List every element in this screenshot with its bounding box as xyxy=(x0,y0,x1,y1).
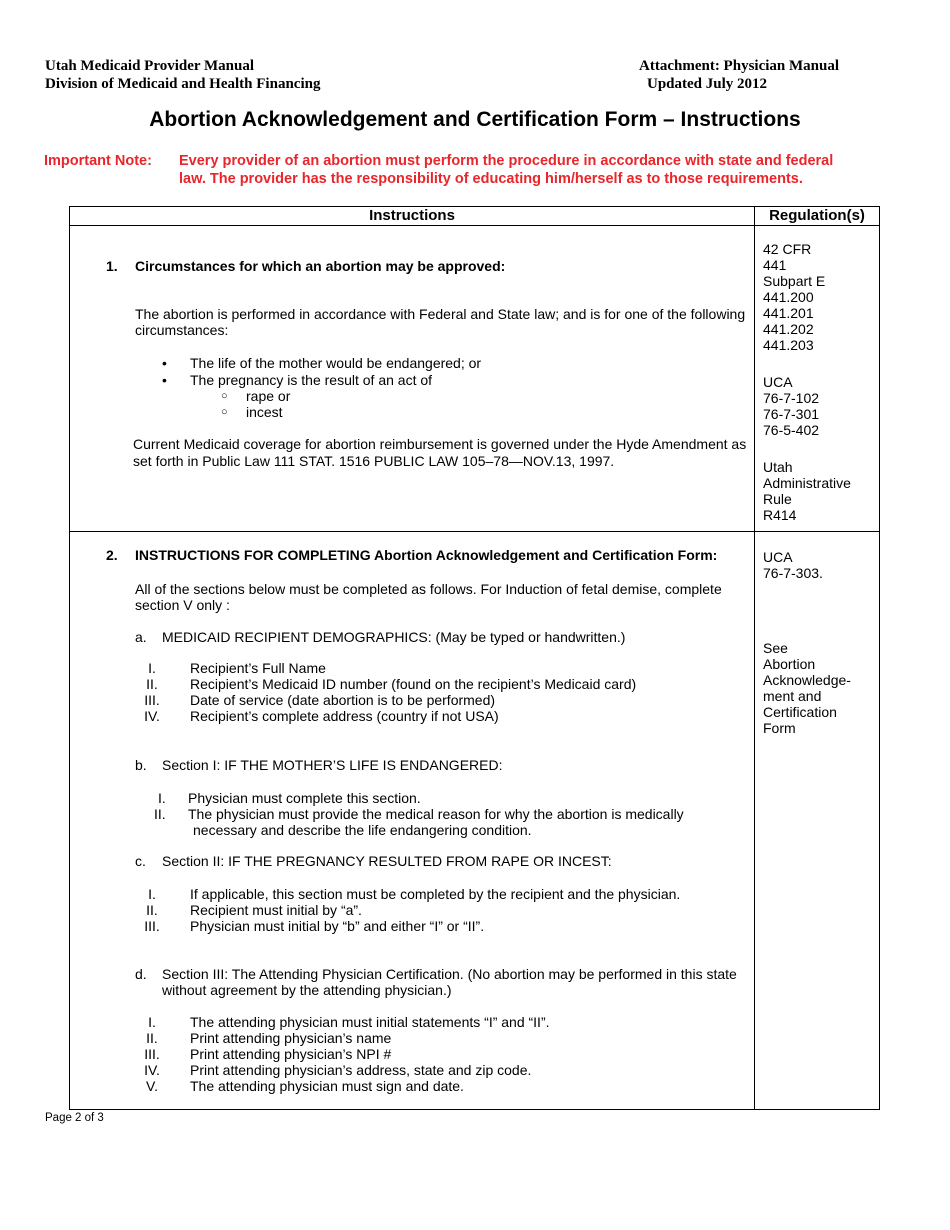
list-item-text: Recipient’s Medicaid ID number (found on the recipient’s Medicaid card) xyxy=(190,676,637,692)
regulation-line: See xyxy=(763,640,788,656)
item-b-text2-line1: The physician must provide the medical reason for why the abortion is medically xyxy=(188,806,684,822)
section1-number: 1. xyxy=(106,258,118,274)
list-item-number: III. xyxy=(144,918,160,934)
circle-bullet-icon: ○ xyxy=(221,406,228,418)
list-item-number: IV. xyxy=(144,708,160,724)
regulation-line: Acknowledge- xyxy=(763,672,851,688)
important-note-label: Important Note: xyxy=(44,153,152,169)
item-d-text-line2: without agreement by the attending physician.) xyxy=(162,982,452,998)
regulation-line: 441.200 xyxy=(763,289,814,305)
regulation-line: Subpart E xyxy=(763,273,826,289)
section2-intro-line2: section V only : xyxy=(135,597,230,613)
section-divider xyxy=(70,531,879,532)
section1-para1-line2: circumstances: xyxy=(135,322,229,338)
item-a-letter: a. xyxy=(135,629,147,645)
section1-heading: Circumstances for which an abortion may be approved: xyxy=(135,258,506,274)
section2-number: 2. xyxy=(106,547,118,563)
item-c-letter: c. xyxy=(135,853,146,869)
regulation-line: Administrative xyxy=(763,475,851,491)
regulation-line: ment and xyxy=(763,688,822,704)
list-item-number: II. xyxy=(146,902,158,918)
list-item-number: IV. xyxy=(144,1062,160,1078)
regulation-line: Abortion xyxy=(763,656,816,672)
list-item-text: The attending physician must initial statements “I” and “II”. xyxy=(190,1014,550,1030)
regulation-line: 441 xyxy=(763,257,787,273)
list-item-number: III. xyxy=(144,692,160,708)
item-a-text: MEDICAID RECIPIENT DEMOGRAPHICS: (May be typed or handwritten.) xyxy=(162,629,626,645)
section1-bullet2: The pregnancy is the result of an act of xyxy=(190,372,433,388)
list-item-text: Date of service (date abortion is to be performed) xyxy=(190,692,496,708)
regulation-line: 42 CFR xyxy=(763,241,812,257)
page-number: Page 2 of 3 xyxy=(45,1112,104,1124)
item-d-text-line1: Section III: The Attending Physician Certification. (No abortion may be performed in this state xyxy=(162,966,737,982)
list-item-text: Recipient’s complete address (country if not USA) xyxy=(190,708,499,724)
list-item-text: The attending physician must sign and date. xyxy=(190,1078,464,1094)
list-item-text: Print attending physician’s NPI # xyxy=(190,1046,392,1062)
regulation-line: 76-7-303. xyxy=(763,565,823,581)
column-divider xyxy=(754,207,755,1109)
section1-sub2: incest xyxy=(246,404,283,420)
section1-para1-line1: The abortion is performed in accordance with Federal and State law; and is for one of the following xyxy=(135,306,746,322)
section2-intro-line1: All of the sections below must be completed as follows. For Induction of fetal demise, complete xyxy=(135,581,722,597)
list-item-number: I. xyxy=(148,886,156,902)
regulation-line: Certification xyxy=(763,704,837,720)
col-header-instructions: Instructions xyxy=(369,207,455,224)
header-manual-title: Utah Medicaid Provider Manual xyxy=(45,58,255,74)
item-b-text: Section I: IF THE MOTHER’S LIFE IS ENDANGERED: xyxy=(162,757,503,773)
section1-para2-line2: set forth in Public Law 111 STAT. 1516 PUBLIC LAW 105–78—NOV.13, 1997. xyxy=(133,453,615,469)
section2-heading: INSTRUCTIONS FOR COMPLETING Abortion Acknowledgement and Certification Form: xyxy=(135,547,718,563)
list-item-number: III. xyxy=(144,1046,160,1062)
regulation-line: 441.201 xyxy=(763,305,814,321)
important-note-line2: law. The provider has the responsibility of educating him/herself as to those requirements. xyxy=(179,171,803,187)
regulation-line: 441.203 xyxy=(763,337,814,353)
page-title: Abortion Acknowledgement and Certification Form – Instructions xyxy=(149,108,801,131)
list-item-number: V. xyxy=(146,1078,158,1094)
header-row-divider xyxy=(70,225,879,226)
col-header-regulations: Regulation(s) xyxy=(769,207,865,224)
list-item-text: Recipient’s Full Name xyxy=(190,660,326,676)
regulation-line: 76-5-402 xyxy=(763,422,820,438)
list-item-text: Physician must initial by “b” and either “I” or “II”. xyxy=(190,918,485,934)
section1-sub1: rape or xyxy=(246,388,291,404)
item-b-text2-line2: necessary and describe the life endangering condition. xyxy=(193,822,532,838)
regulation-line: 76-7-102 xyxy=(763,390,820,406)
regulation-line: UCA xyxy=(763,374,793,390)
section1-para2-line1: Current Medicaid coverage for abortion reimbursement is governed under the Hyde Amendment as xyxy=(133,436,747,452)
item-b-letter: b. xyxy=(135,757,147,773)
header-attachment: Attachment: Physician Manual xyxy=(639,58,839,74)
regulation-line: Form xyxy=(763,720,796,736)
regulation-line: Rule xyxy=(763,491,792,507)
item-c-text: Section II: IF THE PREGNANCY RESULTED FROM RAPE OR INCEST: xyxy=(162,853,612,869)
regulation-line: 441.202 xyxy=(763,321,814,337)
circle-bullet-icon: ○ xyxy=(221,390,228,402)
list-item-text: If applicable, this section must be completed by the recipient and the physician. xyxy=(190,886,681,902)
list-item-text: Print attending physician’s name xyxy=(190,1030,392,1046)
regulation-line: Utah xyxy=(763,459,793,475)
list-item-number: I. xyxy=(148,660,156,676)
item-b-num1: I. xyxy=(158,790,166,806)
item-d-letter: d. xyxy=(135,966,147,982)
list-item-number: II. xyxy=(146,1030,158,1046)
header-updated: Updated July 2012 xyxy=(647,76,768,92)
item-b-num2: II. xyxy=(154,806,166,822)
bullet-icon: • xyxy=(162,355,167,371)
instructions-table xyxy=(69,206,880,1110)
regulation-line: UCA xyxy=(763,549,793,565)
section1-bullet1: The life of the mother would be endangered; or xyxy=(190,355,482,371)
regulation-line: 76-7-301 xyxy=(763,406,820,422)
bullet-icon: • xyxy=(162,372,167,388)
list-item-number: II. xyxy=(146,676,158,692)
regulation-line: R414 xyxy=(763,507,797,523)
item-b-text1: Physician must complete this section. xyxy=(188,790,421,806)
list-item-text: Print attending physician’s address, state and zip code. xyxy=(190,1062,532,1078)
header-division: Division of Medicaid and Health Financing xyxy=(45,76,321,92)
list-item-number: I. xyxy=(148,1014,156,1030)
list-item-text: Recipient must initial by “a”. xyxy=(190,902,362,918)
important-note-line1: Every provider of an abortion must perform the procedure in accordance with state and federal xyxy=(179,153,834,169)
